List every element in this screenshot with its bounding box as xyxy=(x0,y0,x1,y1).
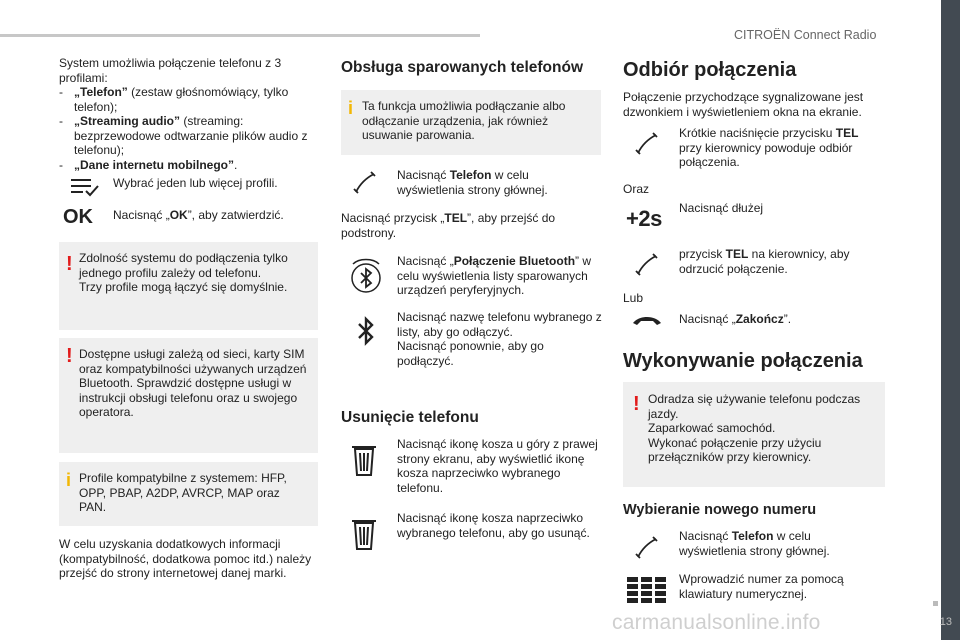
profile-desc: (streaming: bezprzewodowe odtwarzanie plików audio z telefonu); xyxy=(74,114,308,157)
warning-icon: ! xyxy=(633,393,640,415)
hang-up-icon xyxy=(631,313,663,327)
step-tel: Nacisnąć przycisk „TEL”, aby przejść do podstrony. xyxy=(341,211,556,240)
watermark: carmanualsonline.info xyxy=(612,611,821,634)
plus-2s-icon: +2s xyxy=(626,206,662,231)
step-trash-top: Nacisnąć ikonę kosza u góry z prawej strony ekranu, aby wyświetlić ikonę kosza naprzeciwko wybranego telefonu. xyxy=(397,437,598,495)
step-select-profiles: Wybrać jeden lub więcej profili. xyxy=(113,176,278,190)
step-telefon: Nacisnąć Telefon w celu wyświetlenia strony głównej. xyxy=(679,529,830,558)
info-box xyxy=(341,90,601,155)
page-number: 13 xyxy=(939,616,952,628)
step-telefon: Nacisnąć Telefon w celu wyświetlenia strony głównej. xyxy=(397,168,548,197)
step-press-longer: Nacisnąć dłużej xyxy=(679,201,764,215)
profiles-list xyxy=(59,85,309,172)
phone-icon xyxy=(634,252,660,278)
profile-name: „Telefon” xyxy=(74,85,128,99)
step-reject: przycisk TEL na kierownicy, aby odrzucić połączenie. xyxy=(679,247,850,276)
profile-item xyxy=(59,158,309,173)
side-bar xyxy=(941,0,960,640)
section-title: Usunięcie telefonu xyxy=(341,409,479,426)
warning-box xyxy=(59,338,318,453)
warning-box xyxy=(59,242,318,330)
profile-desc: . xyxy=(234,157,238,172)
profile-desc: (zestaw głośnomówiący, tylko telefon); xyxy=(74,85,289,114)
step-end-call: Nacisnąć „Zakończ”. xyxy=(679,312,792,326)
info-icon: i xyxy=(348,98,354,118)
warning-box xyxy=(623,382,885,487)
keypad-icon xyxy=(627,577,667,603)
info-box xyxy=(59,462,318,526)
warning-icon: ! xyxy=(66,345,73,367)
info-icon: i xyxy=(66,470,72,490)
header-rule xyxy=(0,34,480,37)
ok-icon: OK xyxy=(63,206,93,228)
info-text: Profile kompatybilne z systemem: HFP, OPP, PBAP, A2DP, AVRCP, MAP oraz PAN. xyxy=(79,471,287,514)
or-label: Lub xyxy=(623,291,644,305)
brand-header: CITROËN Connect Radio xyxy=(734,28,877,42)
bluetooth-icon xyxy=(356,316,376,346)
phone-icon xyxy=(352,170,378,196)
section-title: Obsługa sparowanych telefonów xyxy=(341,59,584,76)
step-confirm: Nacisnąć „OK”, aby zatwierdzić. xyxy=(113,208,284,222)
phone-icon xyxy=(634,131,660,157)
profiles-intro-block xyxy=(59,56,309,172)
step-select-phone: Nacisnąć nazwę telefonu wybranego z listy, aby go odłączyć. Nacisnąć ponownie, aby go podłączyć. xyxy=(397,310,602,368)
warning-text: Zdolność systemu do podłączenia tylko jednego profilu zależy od telefonu. Trzy profile mogą łączyć się domyślnie. xyxy=(79,251,288,294)
profiles-intro: System umożliwia połączenie telefonu z 3 profilami: xyxy=(59,56,282,85)
checklist-icon xyxy=(69,176,101,198)
warning-icon: ! xyxy=(66,253,73,275)
page-dot xyxy=(933,601,938,606)
profile-name: „Streaming audio” xyxy=(74,114,181,128)
trash-icon xyxy=(350,443,378,477)
step-keypad: Wprowadzić numer za pomocą klawiatury numerycznej. xyxy=(679,572,844,601)
or-label: Oraz xyxy=(623,182,650,196)
profile-item xyxy=(59,114,309,158)
bluetooth-connection-icon xyxy=(349,256,383,296)
section-title: Wykonywanie połączenia xyxy=(623,350,863,372)
subsection-title: Wybieranie nowego numeru xyxy=(623,502,817,518)
warning-text: Odradza się używanie telefonu podczas jazdy. Zaparkować samochód. Wykonać połączenie przy użyciu przełączników przy kierownicy. xyxy=(648,392,861,464)
more-info-text: W celu uzyskania dodatkowych informacji (kompatybilność, dodatkowa pomoc itd.) należy przejść do strony internetowej danej marki. xyxy=(59,537,312,580)
step-trash-delete: Nacisnąć ikonę kosza naprzeciwko wybranego telefonu, aby go usunąć. xyxy=(397,511,590,540)
step-answer: Krótkie naciśnięcie przycisku TEL przy kierownicy powoduje odbiór połączenia. xyxy=(679,126,859,169)
incoming-intro: Połączenie przychodzące sygnalizowane jest dzwonkiem i wyświetleniem okna na ekranie. xyxy=(623,90,864,119)
phone-icon xyxy=(634,535,660,561)
profile-item xyxy=(59,85,309,114)
section-title: Odbiór połączenia xyxy=(623,59,797,81)
profile-name: „Dane internetu mobilnego” xyxy=(74,157,235,172)
info-text: Ta funkcja umożliwia podłączanie albo odłączanie urządzenia, jak również usuwanie parowania. xyxy=(362,99,566,142)
warning-text: Dostępne usługi zależą od sieci, karty SIM oraz kompatybilności używanych urządzeń Bluetooth. Sprawdzić dostępne usługi w instrukcji obsługi telefonu oraz u swojego operatora. xyxy=(79,347,307,419)
trash-icon xyxy=(350,517,378,551)
step-bluetooth-connection: Nacisnąć „Połączenie Bluetooth” w celu wyświetlenia listy sparowanych urządzeń peryferyjnych. xyxy=(397,254,592,297)
